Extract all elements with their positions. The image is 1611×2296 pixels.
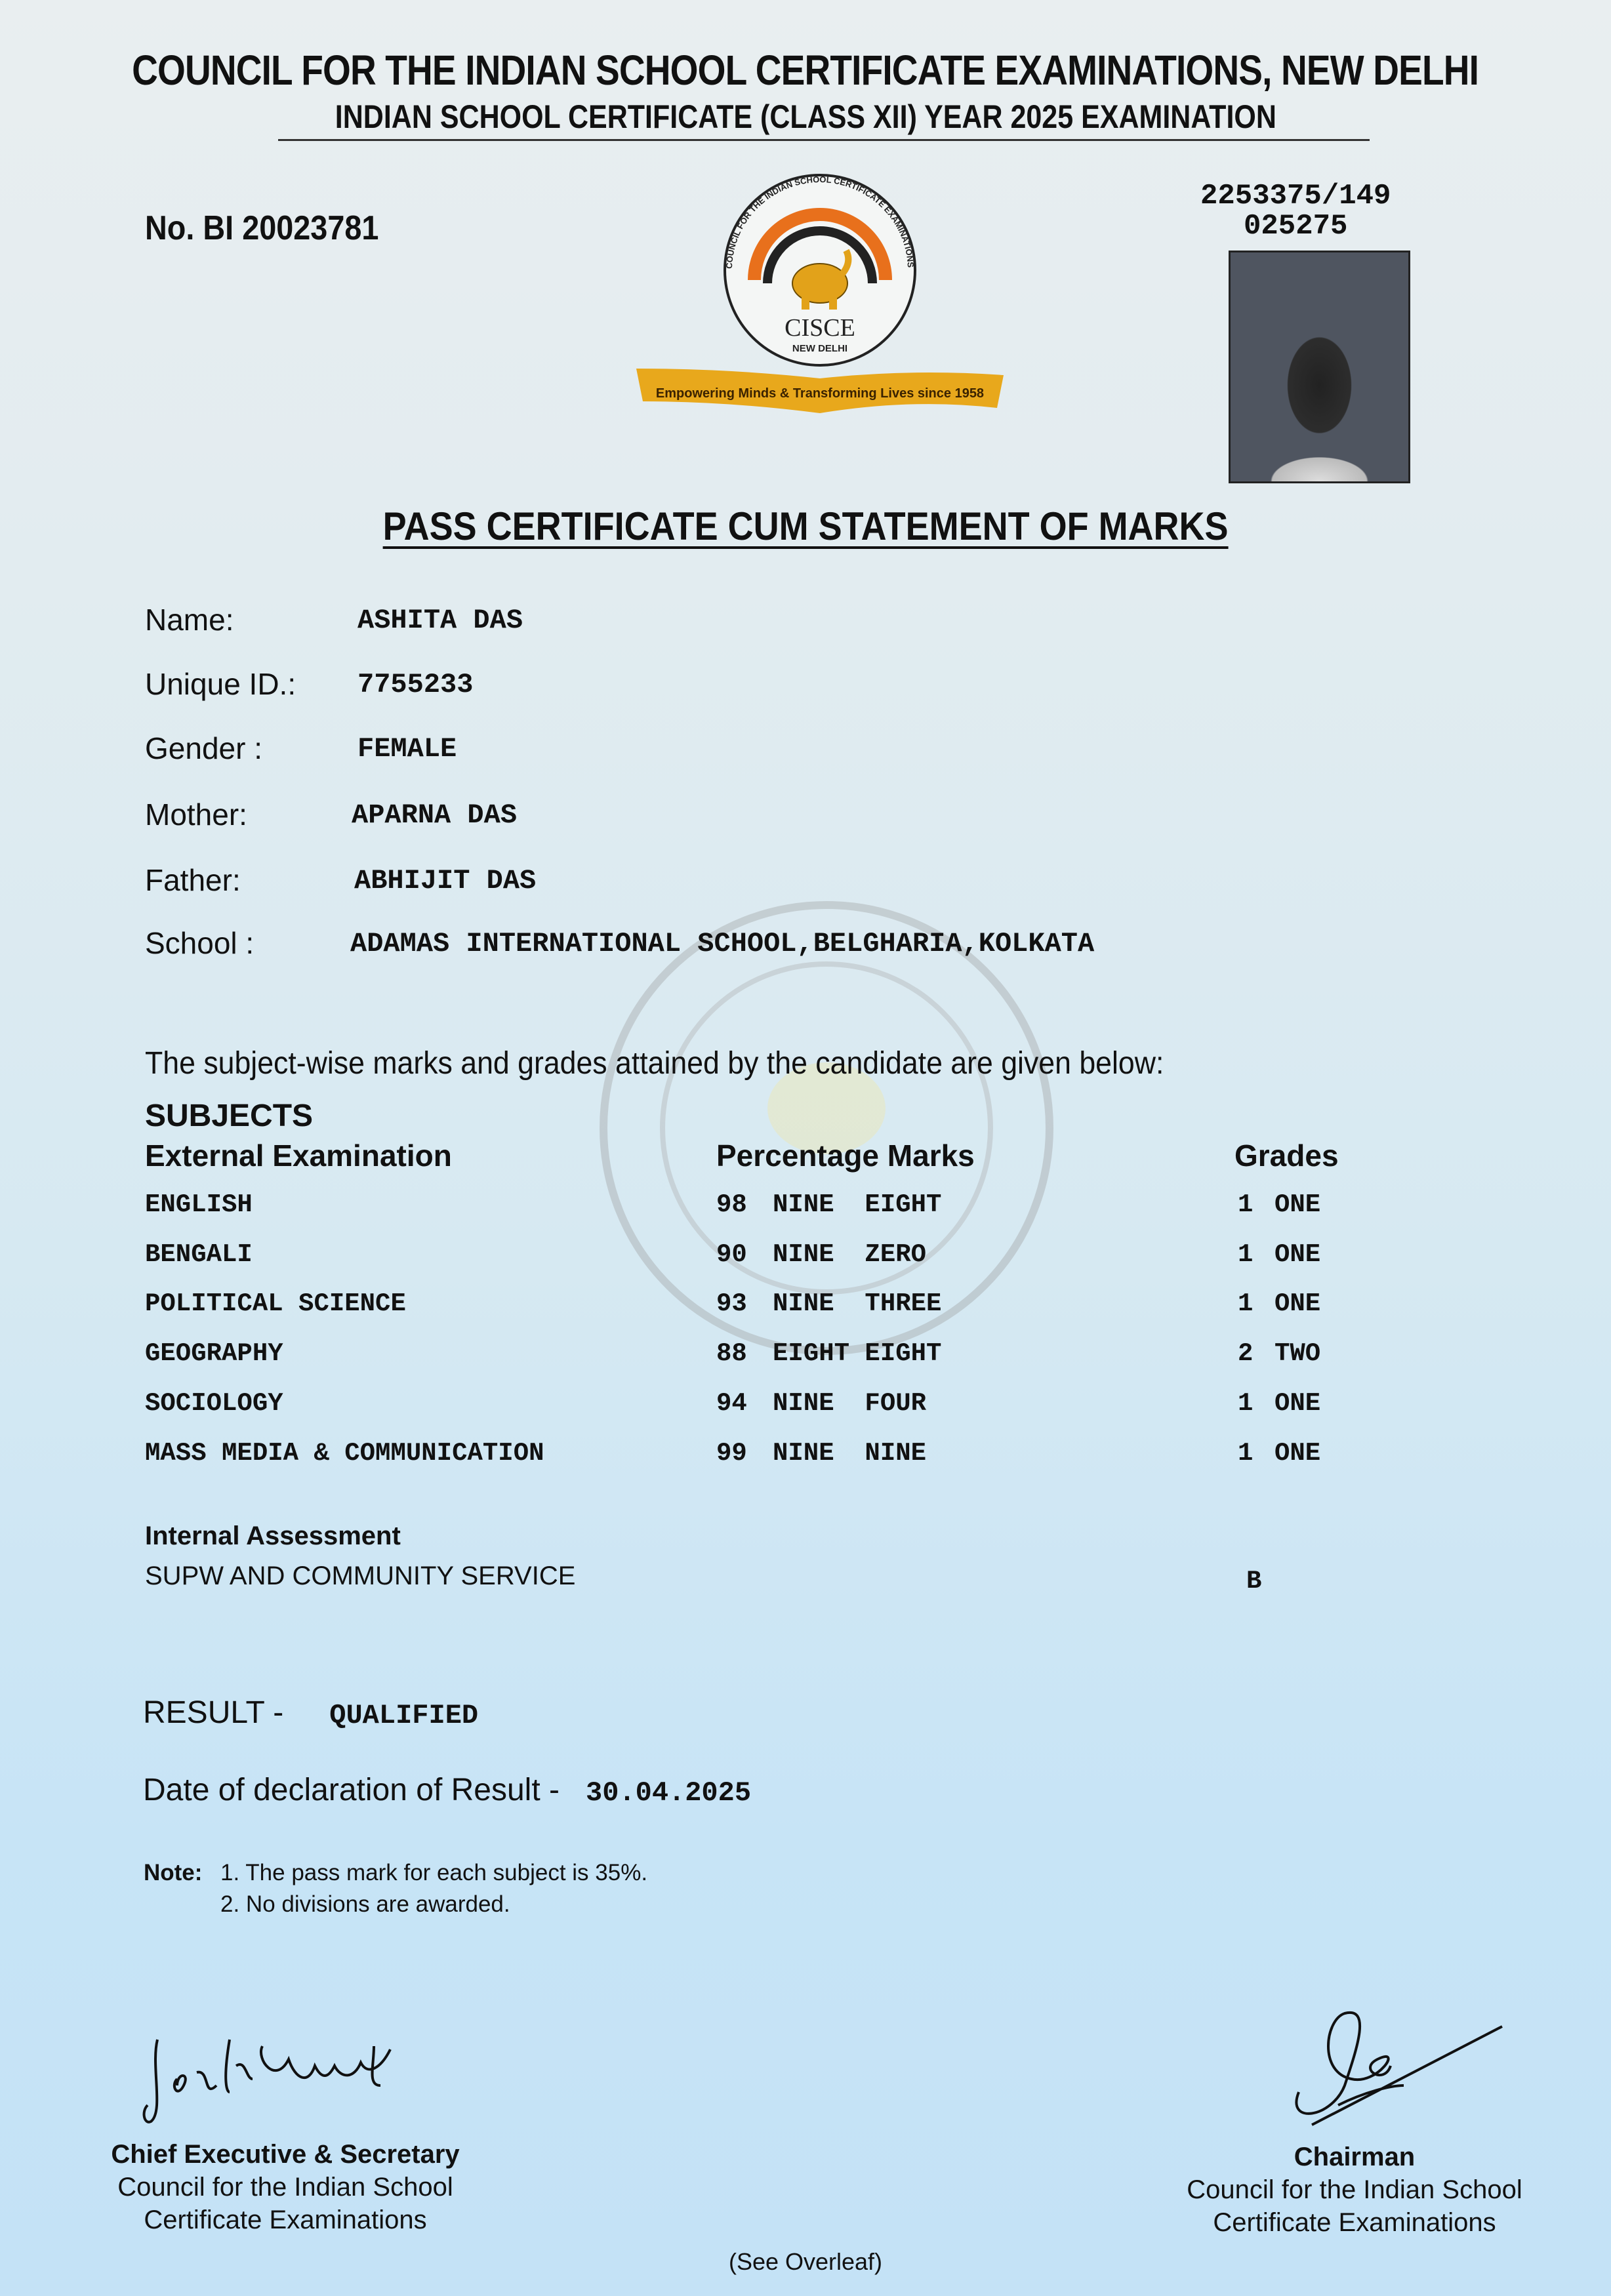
candidate-name: ASHITA DAS [357, 605, 523, 636]
grade-word: ONE [1275, 1289, 1321, 1318]
exam-title: INDIAN SCHOOL CERTIFICATE (CLASS XII) YEAR 2025 EXAMINATION [335, 98, 1276, 135]
gender: FEMALE [357, 733, 457, 765]
marks-number: 99 [716, 1439, 747, 1468]
logo-ring-text: COUNCIL FOR THE INDIAN SCHOOL CERTIFICATE EXAMINATIONS [724, 174, 916, 270]
signature-chief-executive [138, 2026, 439, 2131]
subject-name: ENGLISH [145, 1190, 253, 1219]
internal-subject: SUPW AND COMMUNITY SERVICE [145, 1561, 576, 1590]
declaration-date: 30.04.2025 [586, 1777, 752, 1809]
certificate-number: No. BI 20023781 [145, 209, 379, 247]
marks-intro: The subject-wise marks and grades attained by the candidate are given below: [145, 1046, 1164, 1081]
marks-in-words: NINE FOUR [773, 1389, 927, 1418]
chairman-title: Chairman [1294, 2143, 1416, 2171]
grade-number: 2 [1238, 1339, 1254, 1368]
header-divider [278, 139, 1370, 141]
grade-number: 1 [1238, 1240, 1254, 1269]
result-label: RESULT - [143, 1695, 284, 1730]
marks-in-words: NINE EIGHT [773, 1190, 942, 1219]
signature-chairman [1273, 1994, 1509, 2135]
candidate-photo [1229, 251, 1410, 483]
internal-grade: B [1246, 1567, 1262, 1596]
col-header-grades: Grades [1234, 1138, 1339, 1173]
col-header-subject: External Examination [145, 1138, 452, 1173]
certificate-heading: PASS CERTIFICATE CUM STATEMENT OF MARKS [382, 504, 1229, 548]
subject-name: GEOGRAPHY [145, 1339, 283, 1368]
unique-id: 7755233 [357, 669, 474, 700]
council-title: COUNCIL FOR THE INDIAN SCHOOL CERTIFICATE EXAMINATIONS, NEW DELHI [132, 47, 1479, 94]
grade-number: 1 [1238, 1389, 1254, 1418]
serial-line-1: 2253375/149 [1200, 180, 1391, 212]
chairman-org-2: Certificate Examinations [1213, 2208, 1496, 2237]
gender-label: Gender : [145, 731, 262, 765]
serial-number [1200, 181, 1391, 241]
logo-ribbon: Empowering Minds & Transforming Lives since 1958 [655, 386, 985, 401]
mother-name: APARNA DAS [352, 799, 518, 831]
school-name: ADAMAS INTERNATIONAL SCHOOL,BELGHARIA,KOLKATA [350, 928, 1095, 959]
name-label: Name: [145, 603, 234, 637]
father-name: ABHIJIT DAS [354, 865, 537, 896]
mother-label: Mother: [145, 797, 247, 832]
grade-word: ONE [1275, 1190, 1321, 1219]
school-label: School : [145, 926, 255, 960]
grade-number: 1 [1238, 1190, 1254, 1219]
chairman-org-1: Council for the Indian School [1187, 2175, 1522, 2204]
marks-number: 94 [716, 1389, 747, 1418]
col-header-marks: Percentage Marks [716, 1138, 975, 1173]
declaration-row [143, 1772, 751, 1809]
note-label: Note: [144, 1860, 203, 1885]
chairman-block [1158, 2141, 1551, 2239]
subject-name: MASS MEDIA & COMMUNICATION [145, 1439, 544, 1468]
result-row [143, 1695, 478, 1731]
grade-word: ONE [1275, 1240, 1321, 1269]
subject-name: POLITICAL SCIENCE [145, 1289, 406, 1318]
logo-abbr: CISCE [785, 314, 855, 342]
logo-city: NEW DELHI [792, 343, 848, 354]
note-item-2: 2. No divisions are awarded. [220, 1891, 510, 1917]
note-item-1: 1. The pass mark for each subject is 35%. [220, 1860, 648, 1885]
grade-word: ONE [1275, 1389, 1321, 1418]
marks-number: 90 [716, 1240, 747, 1269]
serial-line-2: 025275 [1244, 210, 1348, 243]
grade-number: 1 [1238, 1289, 1254, 1318]
result-value: QUALIFIED [329, 1700, 479, 1731]
subject-name: BENGALI [145, 1240, 253, 1269]
grade-number: 1 [1238, 1439, 1254, 1468]
declaration-date-label: Date of declaration of Result - [143, 1773, 560, 1807]
marks-number: 88 [716, 1339, 747, 1368]
chief-executive-block [89, 2138, 482, 2236]
uid-label: Unique ID.: [145, 667, 296, 701]
marks-number: 93 [716, 1289, 747, 1318]
cisce-logo [630, 172, 1010, 421]
chief-executive-org-2: Certificate Examinations [144, 2205, 427, 2234]
marks-in-words: NINE NINE [773, 1439, 927, 1468]
marks-in-words: NINE ZERO [773, 1240, 927, 1269]
grade-word: TWO [1275, 1339, 1321, 1368]
chief-executive-title: Chief Executive & Secretary [111, 2140, 460, 2169]
subject-name: SOCIOLOGY [145, 1389, 283, 1418]
chief-executive-org-1: Council for the Indian School [117, 2173, 453, 2202]
marks-in-words: EIGHT EIGHT [773, 1339, 942, 1368]
subjects-heading: SUBJECTS [145, 1098, 314, 1133]
internal-assessment-heading: Internal Assessment [145, 1521, 401, 1550]
marks-in-words: NINE THREE [773, 1289, 942, 1318]
see-overleaf: (See Overleaf) [728, 2248, 883, 2275]
grade-word: ONE [1275, 1439, 1321, 1468]
father-label: Father: [145, 863, 241, 897]
marks-number: 98 [716, 1190, 747, 1219]
